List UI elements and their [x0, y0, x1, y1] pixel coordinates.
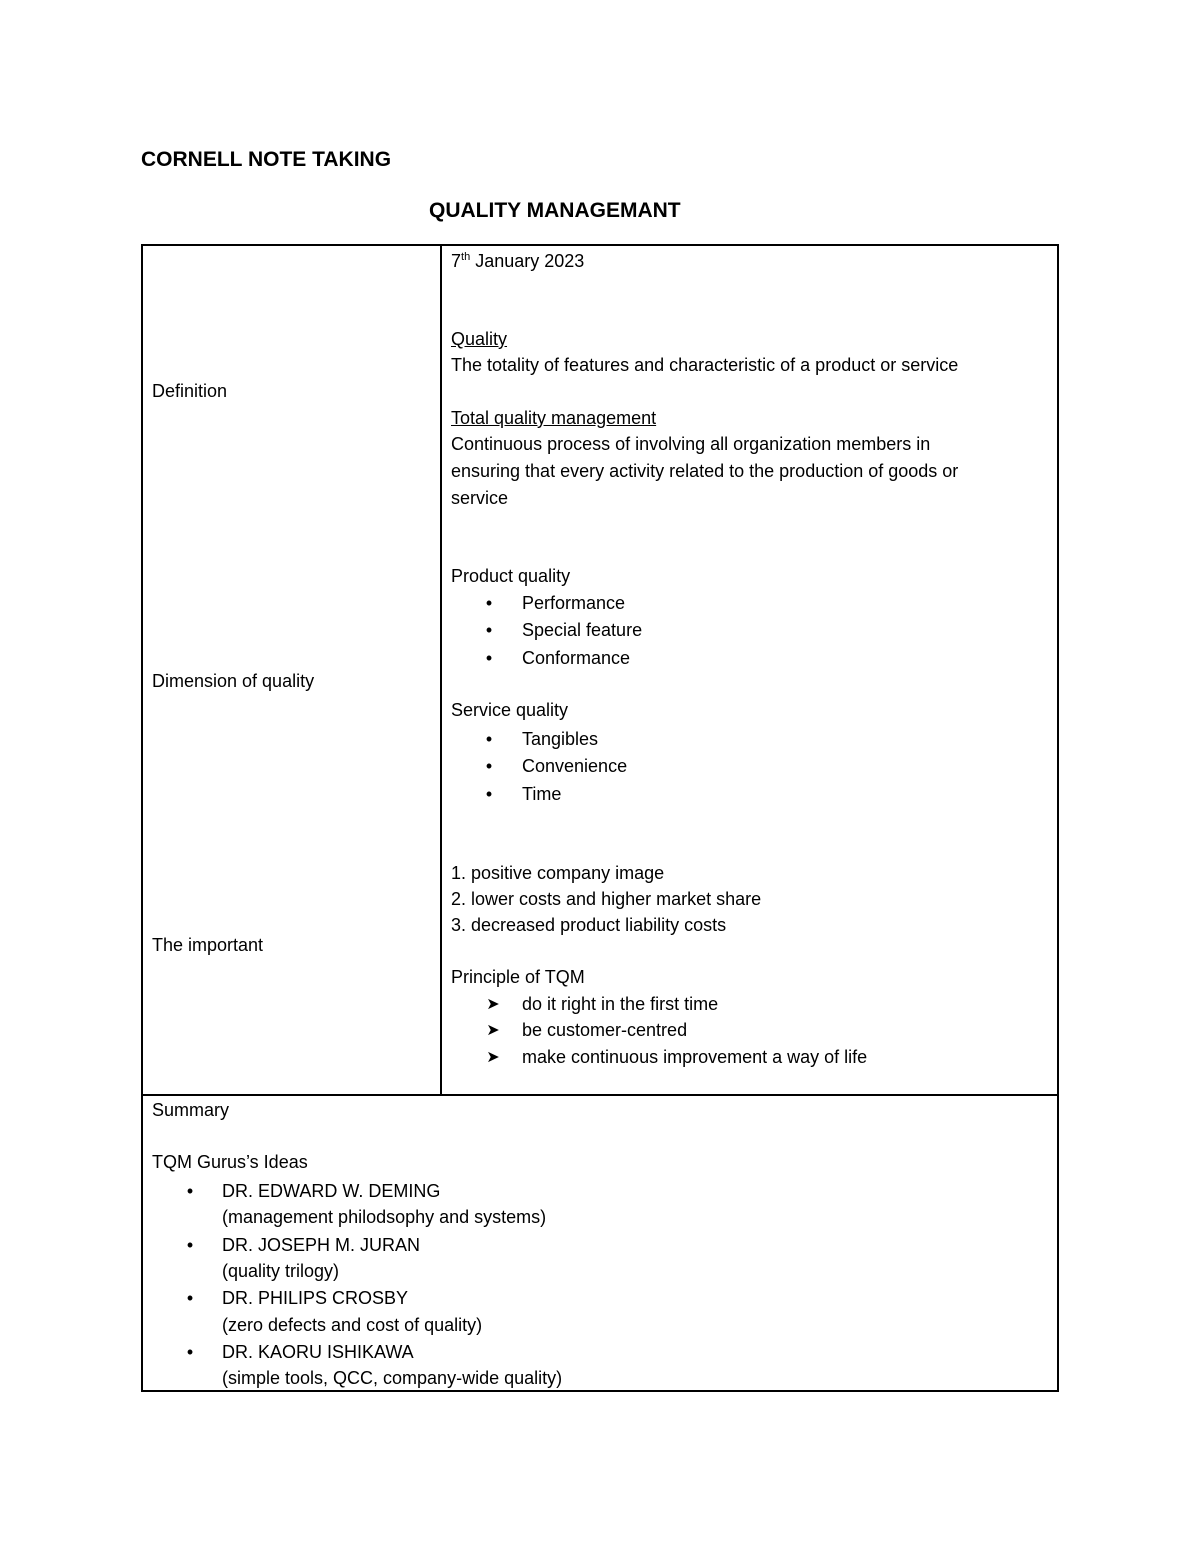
quality-definition: The totality of features and characteristic of a product or service [451, 355, 959, 375]
column-divider [440, 244, 442, 1096]
cue-dimension: Dimension of quality [152, 671, 315, 691]
bullet-icon: • [186, 1288, 194, 1308]
bullet-icon: • [485, 620, 493, 640]
guru-name: DR. KAORU ISHIKAWA [222, 1342, 414, 1362]
table-border-left [141, 244, 143, 1392]
list-item: Conformance [522, 648, 631, 668]
list-item: Tangibles [522, 729, 599, 749]
bullet-icon: • [186, 1235, 194, 1255]
list-item: be customer-centred [522, 1020, 688, 1040]
quality-heading: Quality [451, 329, 508, 349]
gurus-label: TQM Gurus’s Ideas [152, 1152, 308, 1172]
list-item: do it right in the first time [522, 994, 719, 1014]
document-heading: CORNELL NOTE TAKING [141, 148, 392, 171]
importance-item: 3. decreased product liability costs [451, 915, 727, 935]
bullet-icon: • [485, 648, 493, 668]
summary-label: Summary [152, 1100, 230, 1120]
tqm-definition-line: service [451, 488, 509, 508]
list-item: make continuous improvement a way of life [522, 1047, 868, 1067]
guru-idea: (simple tools, QCC, company-wide quality) [222, 1368, 563, 1388]
table-border-bottom [141, 1390, 1059, 1392]
guru-idea: (zero defects and cost of quality) [222, 1315, 483, 1335]
cue-definition: Definition [152, 381, 228, 401]
list-item: Special feature [522, 620, 643, 640]
principle-label: Principle of TQM [451, 967, 585, 987]
bullet-icon: • [485, 593, 493, 613]
product-quality-label: Product quality [451, 566, 571, 586]
bullet-icon: • [485, 756, 493, 776]
table-border-right [1057, 244, 1059, 1392]
list-item: Time [522, 784, 562, 804]
note-date: 7th January 2023 [451, 251, 585, 271]
arrow-bullet-icon: ➤ [486, 1049, 500, 1066]
table-border-top [141, 244, 1059, 246]
document-title: QUALITY MANAGEMANT [429, 199, 681, 222]
guru-name: DR. PHILIPS CROSBY [222, 1288, 409, 1308]
guru-idea: (quality trilogy) [222, 1261, 340, 1281]
list-item: Performance [522, 593, 626, 613]
service-quality-label: Service quality [451, 700, 569, 720]
list-item: Convenience [522, 756, 628, 776]
bullet-icon: • [485, 784, 493, 804]
tqm-heading: Total quality management [451, 408, 657, 428]
bullet-icon: • [485, 729, 493, 749]
cue-important: The important [152, 935, 264, 955]
guru-name: DR. EDWARD W. DEMING [222, 1181, 441, 1201]
importance-item: 1. positive company image [451, 863, 665, 883]
tqm-definition-line: ensuring that every activity related to the production of goods or [451, 461, 959, 481]
summary-divider [141, 1094, 1059, 1096]
guru-idea: (management philodsophy and systems) [222, 1207, 547, 1227]
arrow-bullet-icon: ➤ [486, 1022, 500, 1039]
guru-name: DR. JOSEPH M. JURAN [222, 1235, 421, 1255]
tqm-definition-line: Continuous process of involving all organization members in [451, 434, 931, 454]
bullet-icon: • [186, 1181, 194, 1201]
arrow-bullet-icon: ➤ [486, 996, 500, 1013]
bullet-icon: • [186, 1342, 194, 1362]
importance-item: 2. lower costs and higher market share [451, 889, 762, 909]
